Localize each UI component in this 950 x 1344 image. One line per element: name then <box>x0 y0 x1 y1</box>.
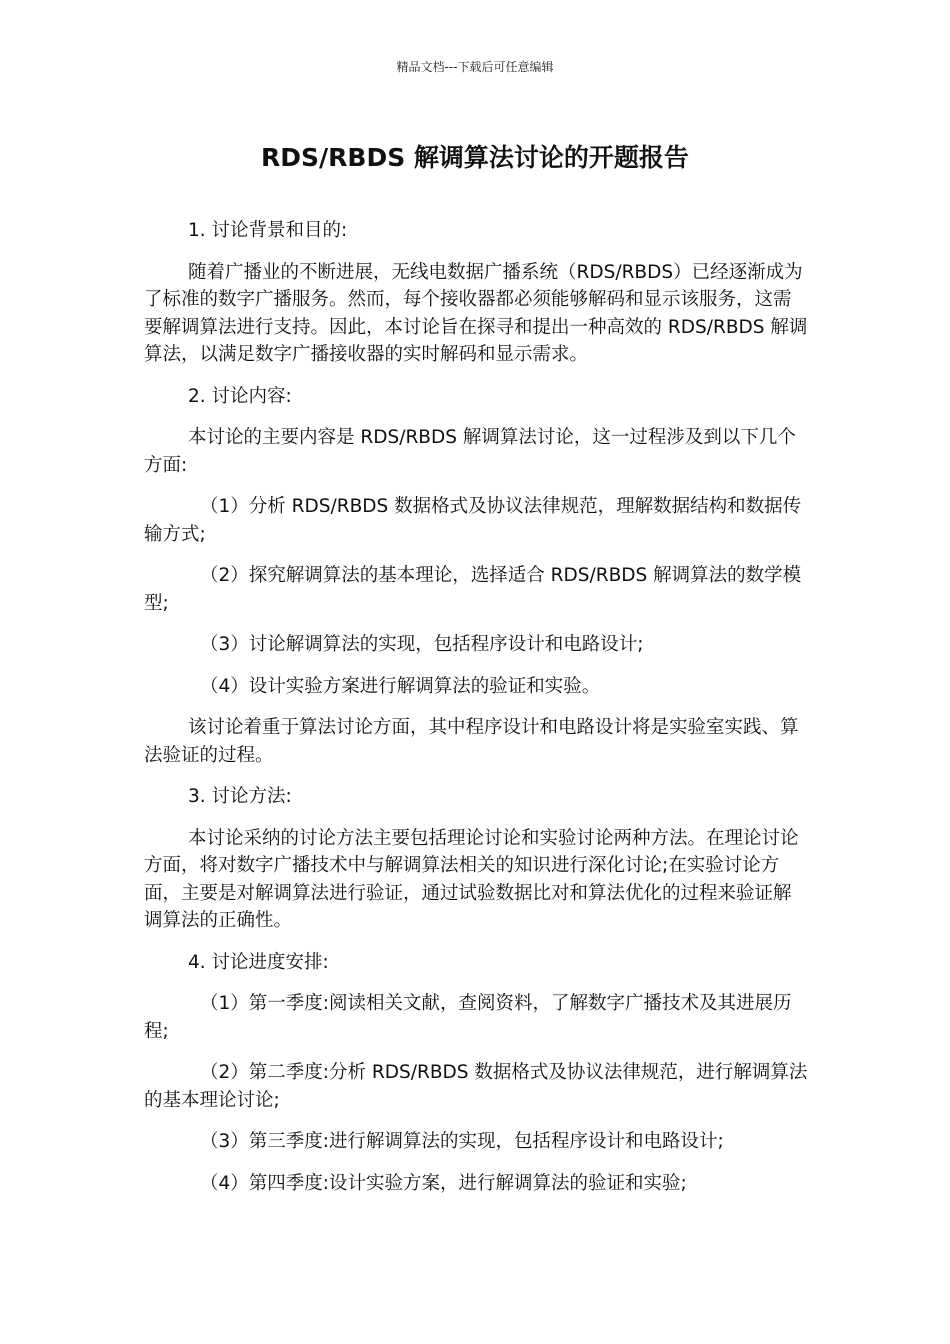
section-heading-background: 1. 讨论背景和目的: <box>188 220 348 241</box>
header-note: 精品文档---下载后可任意编辑 <box>396 60 554 74</box>
list-item-schedule-2: （2）第二季度:分析 RDS/RBDS 数据格式及协议法律规范，进行解调算法的基本理论讨论; <box>144 1062 808 1111</box>
paragraph-background: 随着广播业的不断进展，无线电数据广播系统（RDS/RBDS）已经逐渐成为了标准的数字广播服务。然而，每个接收器都必须能够解码和显示该服务，这需要解调算法进行支持。因此，本讨论旨在探寻和提出一种高效的 RDS/RBDS 解调算法，以满足数字广播接收器的实时解码和显示需求。 <box>144 261 808 365</box>
list-item-schedule-3: （3）第三季度:进行解调算法的实现，包括程序设计和电路设计; <box>200 1131 724 1152</box>
list-item-schedule-1: （1）第一季度:阅读相关文献，查阅资料，了解数字广播技术及其进展历程; <box>144 993 792 1042</box>
paragraph-method: 本讨论采纳的讨论方法主要包括理论讨论和实验讨论两种方法。在理论讨论方面，将对数字广播技术中与解调算法相关的知识进行深化讨论;在实验讨论方面，主要是对解调算法进行验证，通过试验数据比对和算法优化的过程来验证解调算法的正确性。 <box>144 827 799 931</box>
list-item-content-1: （1）分析 RDS/RBDS 数据格式及协议法律规范，理解数据结构和数据传输方式; <box>144 496 802 545</box>
document-body <box>144 217 808 1211</box>
list-item-content-3: （3）讨论解调算法的实现，包括程序设计和电路设计; <box>200 634 644 655</box>
section-heading-content: 2. 讨论内容: <box>188 385 292 407</box>
list-item-content-2: （2）探究解调算法的基本理论，选择适合 RDS/RBDS 解调算法的数学模型; <box>144 565 802 614</box>
section-heading-schedule: 4. 讨论进度安排: <box>188 951 329 973</box>
paragraph-content-focus: 该讨论着重于算法讨论方面，其中程序设计和电路设计将是实验室实践、算法验证的过程。 <box>144 717 799 766</box>
paragraph-content-intro: 本讨论的主要内容是 RDS/RBDS 解调算法讨论，这一过程涉及到以下几个方面: <box>144 427 796 476</box>
list-item-content-4: （4）设计实验方案进行解调算法的验证和实验。 <box>200 675 601 697</box>
section-heading-method: 3. 讨论方法: <box>188 786 292 807</box>
document-title: RDS/RBDS 解调算法讨论的开题报告 <box>261 143 689 172</box>
list-item-schedule-4: （4）第四季度:设计实验方案，进行解调算法的验证和实验; <box>200 1172 687 1194</box>
